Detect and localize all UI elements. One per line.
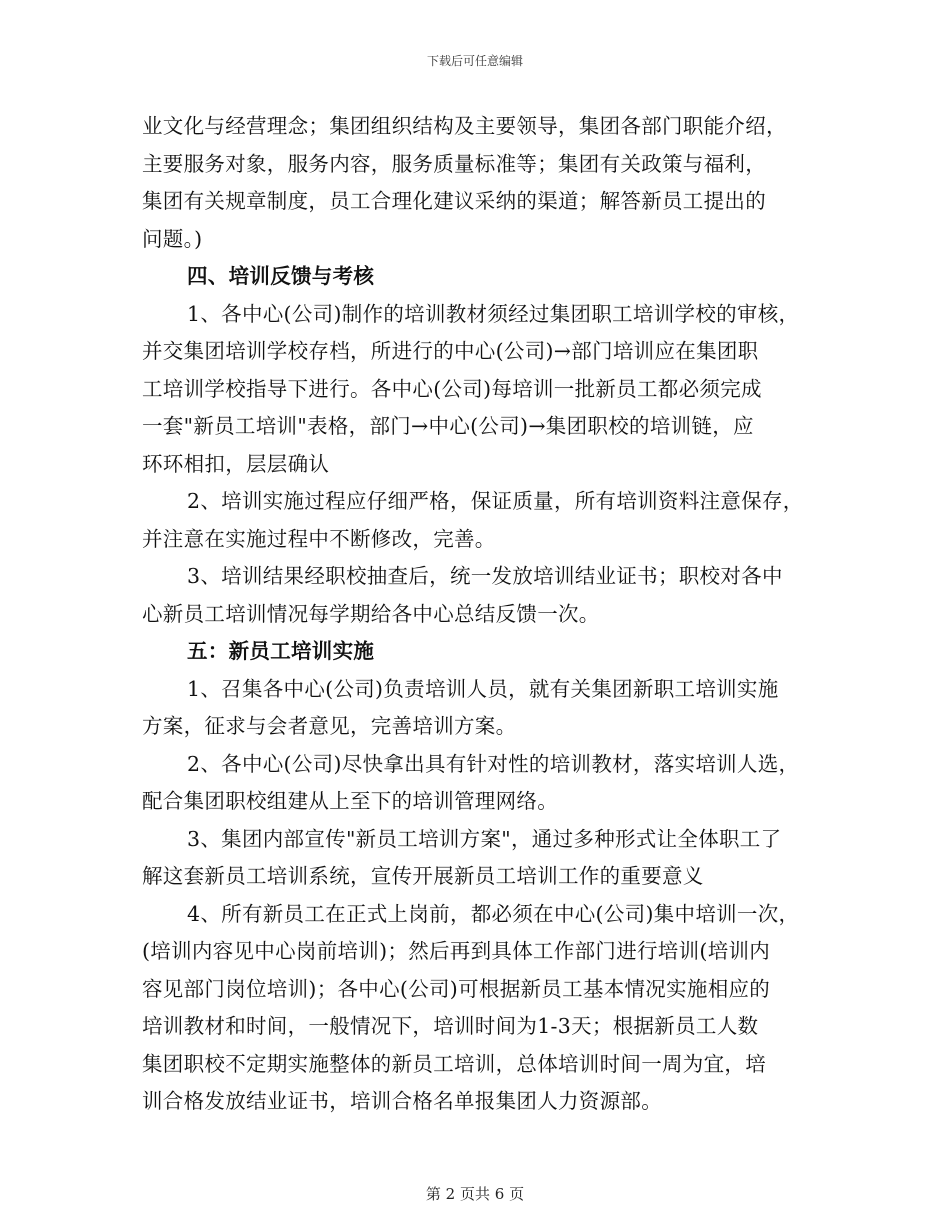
paragraph-line: 工培训学校指导下进行。各中心(公司)每培训一批新员工都必须完成 <box>142 376 762 401</box>
paragraph-line: 并交集团培训学校存档，所进行的中心(公司)→部门培训应在集团职 <box>142 339 759 363</box>
paragraph-line: 1、召集各中心(公司)负责培训人员，就有关集团新职工培训实施 <box>187 676 779 701</box>
paragraph-line: (培训内容见中心岗前培训)；然后再到具体工作部门进行培训(培训内 <box>142 939 771 963</box>
paragraph-line: 2、各中心(公司)尽快拿出具有针对性的培训教材，落实培训人选， <box>187 751 800 776</box>
paragraph-line: 主要服务对象，服务内容，服务质量标准等；集团有关政策与福利， <box>142 151 766 176</box>
paragraph-line: 容见部门岗位培训)；各中心(公司)可根据新员工基本情况实施相应的 <box>142 976 771 1001</box>
paragraph-line: 集团有关规章制度，员工合理化建议采纳的渠道；解答新员工提出的 <box>142 189 766 213</box>
paragraph-line: 3、培训结果经职校抽查后，统一发放培训结业证书；职校对各中 <box>187 564 783 588</box>
paragraph-line: 3、集团内部宣传"新员工培训方案"，通过多种形式让全体职工了 <box>187 826 782 851</box>
section-heading: 四、培训反馈与考核 <box>187 264 375 288</box>
paragraph-line: 培训教材和时间，一般情况下，培训时间为1-3天；根据新员工人数 <box>142 1014 759 1038</box>
paragraph-line: 配合集团职校组建从上至下的培训管理网络。 <box>142 789 558 813</box>
paragraph-line: 一套"新员工培训"表格，部门→中心(公司)→集团职校的培训链，应 <box>142 414 754 438</box>
page-number: 第 2 页共 6 页 <box>425 1185 525 1203</box>
paragraph-line: 2、培训实施过程应仔细严格，保证质量，所有培训资料注意保存， <box>187 489 804 513</box>
paragraph-line: 方案，征求与会者意见，完善培训方案。 <box>142 714 517 738</box>
paragraph-line: 1、各中心(公司)制作的培训教材须经过集团职工培训学校的审核， <box>187 301 800 326</box>
paragraph-line: 4、所有新员工在正式上岗前，都必须在中心(公司)集中培训一次， <box>187 901 800 926</box>
page-header-note: 下载后可任意编辑 <box>426 54 523 68</box>
paragraph-line: 并注意在实施过程中不断修改，完善。 <box>142 526 496 551</box>
paragraph-line: 环环相扣，层层确认 <box>142 451 330 476</box>
section-heading: 五：新员工培训实施 <box>187 639 375 663</box>
paragraph-line: 问题。) <box>142 226 203 251</box>
paragraph-line: 心新员工培训情况每学期给各中心总结反馈一次。 <box>142 601 600 626</box>
paragraph-line: 业文化与经营理念；集团组织结构及主要领导，集团各部门职能介绍， <box>142 114 787 138</box>
paragraph-line: 解这套新员工培训系统，宣传开展新员工培训工作的重要意义 <box>142 864 704 888</box>
paragraph-line: 集团职校不定期实施整体的新员工培训，总体培训时间一周为宜，培 <box>142 1051 766 1076</box>
paragraph-line: 训合格发放结业证书，培训合格名单报集团人力资源部。 <box>142 1089 662 1113</box>
document-body <box>142 108 822 1121</box>
